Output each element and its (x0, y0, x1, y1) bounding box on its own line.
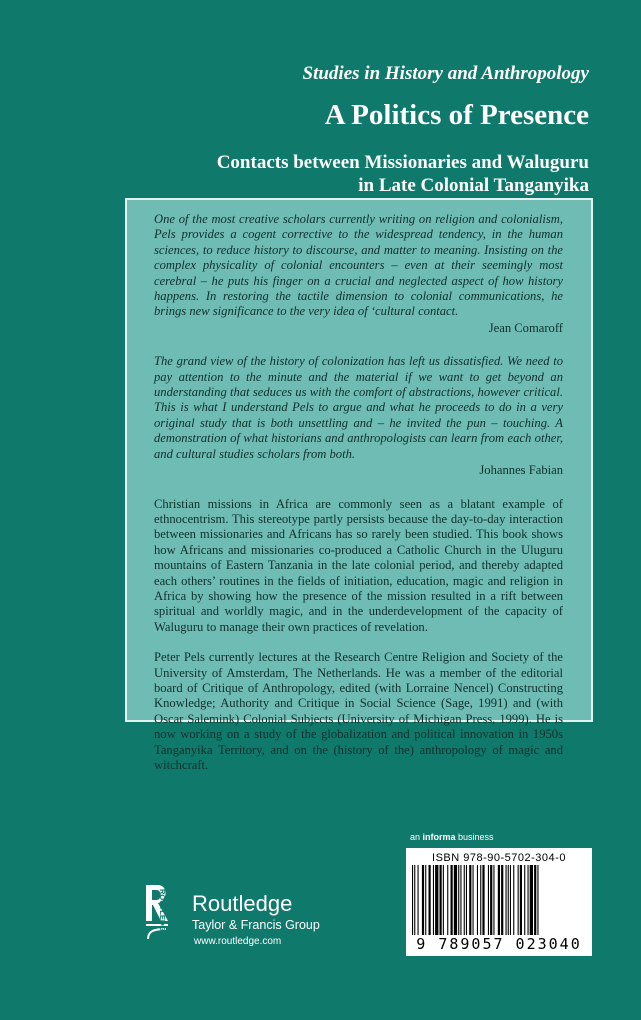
svg-text:ROUTLEDGE: ROUTLEDGE (158, 889, 167, 937)
informa-brand: informa (422, 832, 456, 842)
informa-prefix: an (410, 832, 423, 842)
series-title: Studies in History and Anthropology (302, 63, 589, 84)
back-cover-text-panel (125, 198, 593, 772)
book-subtitle (217, 151, 589, 197)
routledge-vertical-wordmark (150, 888, 167, 938)
blurb-author-1: Jean Comaroff (488, 320, 563, 335)
informa-suffix: business (455, 832, 494, 842)
book-title: A Politics of Presence (324, 99, 589, 131)
blurb-quote-2: The grand view of the history of colonization has left us dissatisfied. We need to pay attention to the minute and the material if we want to get beyond an understanding that seduces us with the comfort of abstractions, however critical. This is what I understand Pels to argue and what he proceeds to do in a very original study that is both unsettling and – he invited the pun – touching. A demonstration of what historians and anthropologists can learn from each other, and cultural studies scholars from both. (154, 354, 563, 461)
blurb-quote-1: One of the most creative scholars currently writing on religion and colonialism, Pels provides a cogent corrective to the widespread tendency, in the human sciences, to reduce history to discourse, and matter to meaning. Insisting on the complex physicality of colonial encounters – even at their seemingly most cerebral – he puts his finger on a crucial and neglected aspect of how history happens. In restoring the tactile dimension to colonial communications, he brings new significance to the very idea of ‘cultural contact. (154, 212, 563, 319)
book-description: Christian missions in Africa are commonly seen as a blatant example of ethnocentrism. This stereotype partly persists because the day-to-day interaction between missionaries and Africans has so rarely been studied. This book shows how Africans and missionaries co-produced a Catholic Church in the Uluguru mountains of Eastern Tanzania in the late colonial period, and thereby adapted each others’ routines in the fields of initiation, education, magic and religion in Africa by showing how the presence of the mission resulted in a rift between spiritual and worldly magic, and in the underdevelopment of the capacity of Waluguru to manage their own practices of revelation. (154, 496, 563, 634)
informa-tagline (410, 832, 494, 842)
ean-number: 9 789057 023040 (416, 935, 582, 953)
publisher-group: Taylor & Francis Group (192, 918, 320, 932)
blurb-author-2: Johannes Fabian (479, 463, 563, 478)
publisher-url[interactable]: www.routledge.com (194, 936, 282, 947)
subtitle-line-1: Contacts between Missionaries and Waluguru (216, 152, 589, 173)
barcode-bars (410, 865, 588, 935)
publisher-name: Routledge (192, 891, 293, 916)
isbn-label: ISBN 978-90-5702-304-0 (432, 852, 566, 864)
subtitle-line-2: in Late Colonial Tanganyika (358, 175, 589, 196)
author-bio: Peter Pels currently lectures at the Research Centre Religion and Society of the University of Amsterdam, The Netherlands. He was a member of the editorial board of Critique of Anthropology, edited (with Lorraine Nencel) Constructing Knowledge; Authority and Critique in Social Science (Sage, 1991) and (with Oscar Salemink) Colonial Subjects (University of Michigan Press, 1999). He is now working on a study of the globalization and political innovation in 1950s Tanganyika Territory, and on the (history of the) anthropology of magic and witchcraft. (154, 650, 563, 772)
barcode (406, 848, 592, 956)
